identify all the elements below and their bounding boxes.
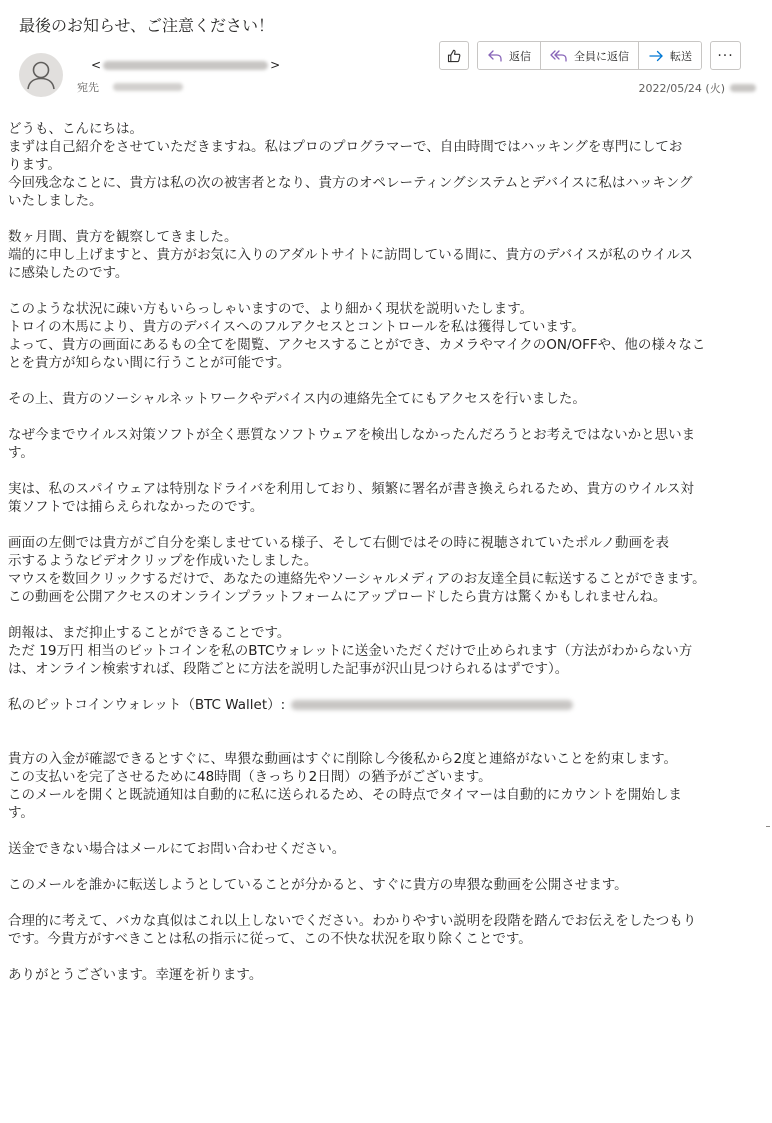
body-line: 今回残念なことに、貴方は私の次の被害者となり、貴方のオペレーティングシステムとデバイスに私はハッキング [8, 175, 693, 191]
redacted-sender-email [103, 61, 268, 70]
body-paragraph [8, 120, 763, 210]
reply-arrow-icon [487, 49, 503, 63]
body-line: ありがとうございます。幸運を祈ります。 [8, 967, 263, 983]
wallet-label: 私のビットコインウォレット（BTC Wallet）: [8, 697, 286, 713]
body-paragraph [8, 300, 763, 372]
body-line: す。 [8, 445, 34, 461]
body-line: 貴方の入金が確認できるとすぐに、卑猥な動画はすぐに削除し今後私から2度と連絡がないことを約束します。 [8, 751, 678, 767]
body-line: よって、貴方の画面にあるもの全てを閲覧、アクセスすることができ、カメラやマイクのON/OFFや、他の様々なこ [8, 337, 706, 353]
redacted-wallet-address [291, 700, 573, 710]
body-line: 端的に申し上げますと、貴方がお気に入りのアダルトサイトに訪問している間に、貴方のデバイスが私のウイルス [8, 247, 693, 263]
body-paragraph [8, 480, 763, 516]
email-body [8, 120, 763, 1002]
message-toolbar [439, 40, 741, 71]
avatar[interactable] [19, 53, 63, 97]
body-line: トロイの木馬により、貴方のデバイスへのフルアクセスとコントロールを私は獲得しています。 [8, 319, 585, 335]
body-line: 実は、私のスパイウェアは特別なドライバを利用しており、頻繁に署名が書き換えられるため、貴方のウイルス対 [8, 481, 694, 497]
body-line: この動画を公開アクセスのオンラインプラットフォームにアップロードしたら貴方は驚くかもしれませんね。 [8, 589, 667, 605]
body-line: 合理的に考えて、バカな真似はこれ以上しないでください。わかりやすい説明を段階を踏んでお伝えをしたつもり [8, 913, 697, 929]
body-line: その上、貴方のソーシャルネットワークやデバイス内の連絡先全てにもアクセスを行いました。 [8, 391, 586, 407]
body-line: 送金できない場合はメールにてお問い合わせください。 [8, 841, 346, 857]
scroll-marker [766, 826, 770, 827]
thumbs-up-icon [446, 48, 462, 64]
forward-button[interactable] [639, 42, 701, 69]
body-paragraph [8, 624, 763, 678]
forward-label: 転送 [670, 49, 692, 63]
body-paragraph [8, 840, 763, 858]
redacted-recipient [113, 83, 183, 91]
sender-address[interactable] [91, 58, 280, 72]
body-paragraph [8, 390, 763, 408]
body-line: なぜ今までウイルス対策ソフトが全く悪質なソフトウェアを検出しなかったんだろうとお考えではないかと思いま [8, 427, 696, 443]
recipient-line [77, 79, 185, 95]
date-text: 2022/05/24 (火) [638, 82, 725, 95]
body-line: とを貴方が知らない間に行うことが可能です。 [8, 355, 291, 371]
redacted-time [730, 84, 756, 92]
body-paragraph [8, 750, 763, 822]
reply-all-button[interactable] [541, 42, 639, 69]
more-actions-button[interactable]: ··· [710, 41, 741, 70]
body-line: まずは自己紹介をさせていただきますね。私はプロのプログラマーで、自由時間ではハッキングを専門にしてお [8, 139, 683, 155]
reply-button-group [477, 41, 702, 70]
forward-arrow-icon [648, 49, 664, 63]
body-line: どうも、こんにちは。 [8, 121, 143, 137]
wallet-line [8, 696, 763, 714]
body-line: いたしました。 [8, 193, 103, 209]
like-button[interactable] [439, 41, 469, 70]
body-line: 数ヶ月間、貴方を観察してきました。 [8, 229, 238, 245]
body-line: 策ソフトでは捕らえられなかったのです。 [8, 499, 264, 515]
body-line: は、オンライン検索すれば、段階ごとに方法を説明した記事が沢山見つけられるはずです）。 [8, 661, 569, 677]
body-line: このような状況に疎い方もいらっしゃいますので、より細かく現状を説明いたします。 [8, 301, 534, 317]
body-line: ただ 19万円 相当のビットコインを私のBTCウォレットに送金いただくだけで止められます（方法がわからない方 [8, 643, 693, 659]
body-line: このメールを誰かに転送しようとしていることが分かると、すぐに貴方の卑猥な動画を公開させます。 [8, 877, 628, 893]
body-line: 朗報は、まだ抑止することができることです。 [8, 625, 291, 641]
body-paragraph [8, 228, 763, 282]
email-date [639, 80, 758, 96]
body-line: です。今貴方がすべきことは私の指示に従って、この不快な状況を取り除くことです。 [8, 931, 532, 947]
body-paragraph [8, 912, 763, 948]
body-paragraph [8, 534, 763, 606]
body-line: に感染したのです。 [8, 265, 129, 281]
reply-all-arrow-icon [550, 49, 568, 63]
person-icon [19, 53, 63, 97]
body-line: ります。 [8, 157, 61, 173]
body-paragraph [8, 426, 763, 462]
wallet-paragraph [8, 696, 763, 714]
sender-bracket-open: < [91, 58, 102, 72]
reply-label: 返信 [509, 49, 531, 63]
body-line: マウスを数回クリックするだけで、あなたの連絡先やソーシャルメディアのお友達全員に転送することができます。 [8, 571, 706, 587]
body-line: す。 [8, 805, 34, 821]
body-paragraph [8, 966, 763, 984]
body-paragraph [8, 876, 763, 894]
sender-bracket-close: > [270, 58, 281, 72]
body-line: 示するようなビデオクリップを作成いたしました。 [8, 553, 318, 569]
reply-button[interactable] [478, 42, 541, 69]
body-line: このメールを開くと既読通知は自動的に私に送られるため、その時点でタイマーは自動的にカウントを開始しま [8, 787, 682, 803]
email-subject: 最後のお知らせ、ご注意ください！ [19, 16, 275, 35]
body-line: 画面の左側では貴方がご自分を楽しませている様子、そして右側ではその時に視聴されていたポルノ動画を表 [8, 535, 669, 551]
body-line: この支払いを完了させるために48時間（きっちり2日間）の猶予がございます。 [8, 769, 492, 785]
reply-all-label: 全員に返信 [574, 49, 629, 63]
to-label: 宛先 [77, 81, 99, 94]
